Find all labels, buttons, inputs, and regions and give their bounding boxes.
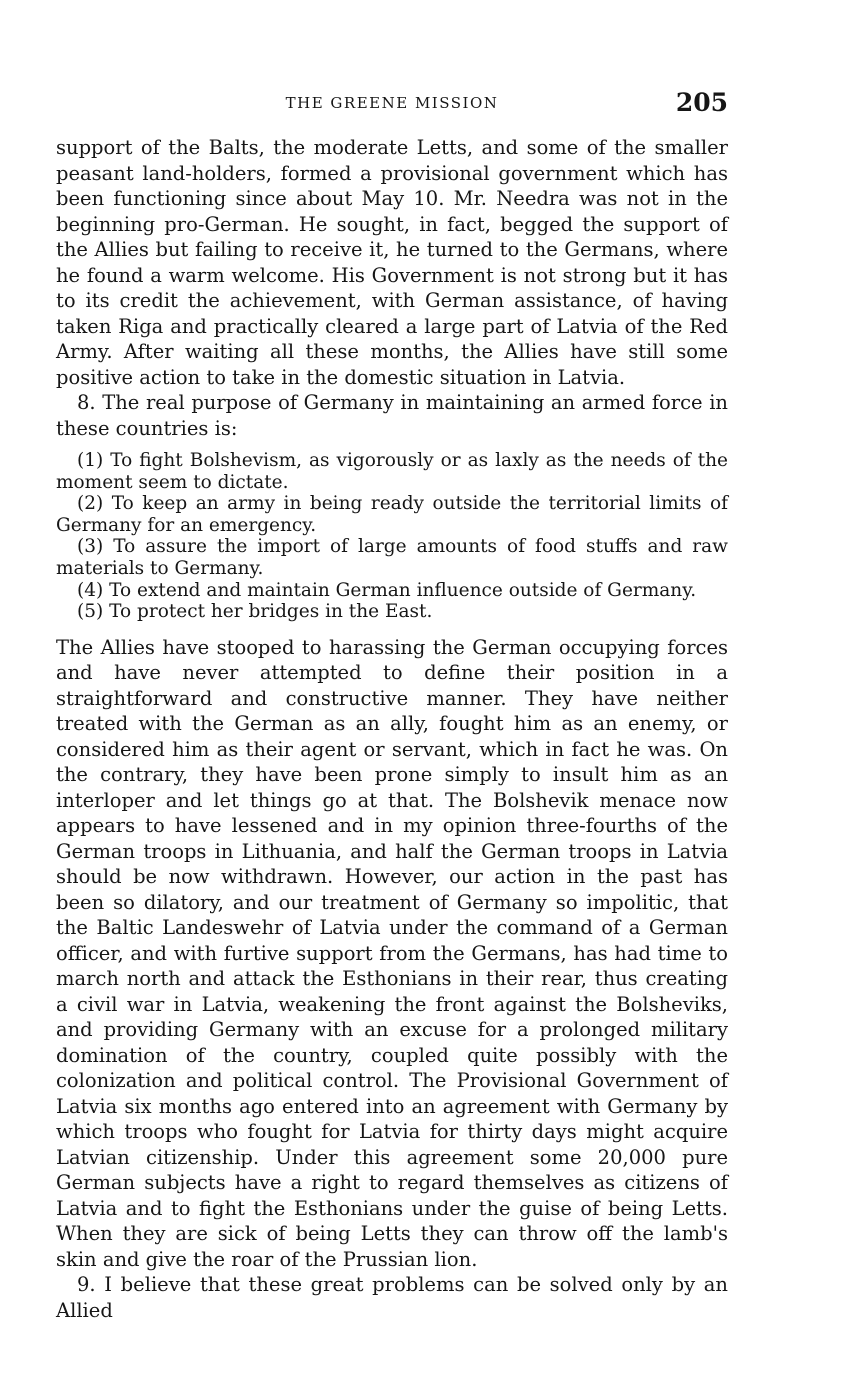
page-number: 205 xyxy=(675,88,728,117)
list-item: (1) To fight Bolshevism, as vigorously or as laxly as the needs of the moment seem to dictate. xyxy=(56,450,728,493)
paragraph-item-9: 9. I believe that these great problems can be solved only by an Allied xyxy=(56,1273,728,1322)
running-title: THE GREENE MISSION xyxy=(285,94,499,112)
purposes-list xyxy=(56,450,728,623)
list-item: (4) To extend and maintain German influence outside of Germany. xyxy=(77,579,697,601)
paragraph-allies: The Allies have stooped to harassing the German occupying forces and have never attempted to define their position in a straightforward and constructive manner. They have neither treated with the German as an ally, fought him as an enemy, or considered him as their agent or servant, which in fact he was. On the contrary, they have been prone simply to insult him as an interloper and let things go at that. The Bolshevik menace now appears to have lessened and in my opinion three-fourths of the German troops in Lithuania, and half the German troops in Latvia should be now withdrawn. However, our action in the past has been so dilatory, and our treatment of Germany so impolitic, that the Baltic Landeswehr of Latvia under the command of a German officer, and with furtive support from the Germans, has had time to march north and attack the Esthonians in their rear, thus creating a civil war in Latvia, weakening the front against the Bolsheviks, and providing Germany with an excuse for a prolonged military domination of the country, coupled quite possibly with the colonization and political control. The Provisional Government of Latvia six months ago entered into an agreement with Germany by which troops who fought for Latvia for thirty days might acquire Latvian citizenship. Under this agreement some 20,000 pure German subjects have a right to regard themselves as citizens of Latvia and to fight the Esthonians under the guise of being Letts. When they are sick of being Letts they can throw off the lamb's skin and give the roar of the Prussian lion. xyxy=(56,635,728,1271)
list-item: (2) To keep an army in being ready outside the territorial limits of Germany for an emergency. xyxy=(56,493,728,536)
list-item: (5) To protect her bridges in the East. xyxy=(77,601,433,623)
page-body xyxy=(56,135,728,1323)
list-item: (3) To assure the import of large amounts of food stuffs and raw materials to Germany. xyxy=(56,536,728,579)
paragraph-continuation: support of the Balts, the moderate Letts, and some of the smaller peasant land-holders, formed a provisional government which has been functioning since about May 10. Mr. Needra was not in the beginning pro-German. He sought, in fact, begged the support of the Allies but failing to receive it, he turned to the Germans, where he found a warm welcome. His Government is not strong but it has to its credit the achievement, with German assistance, of having taken Riga and practically cleared a large part of Latvia of the Red Army. After waiting all these months, the Allies have still some positive action to take in the domestic situation in Latvia. xyxy=(56,136,728,389)
paragraph-item-8: 8. The real purpose of Germany in maintaining an armed force in these countries is: xyxy=(56,391,728,440)
page-header xyxy=(56,88,728,122)
